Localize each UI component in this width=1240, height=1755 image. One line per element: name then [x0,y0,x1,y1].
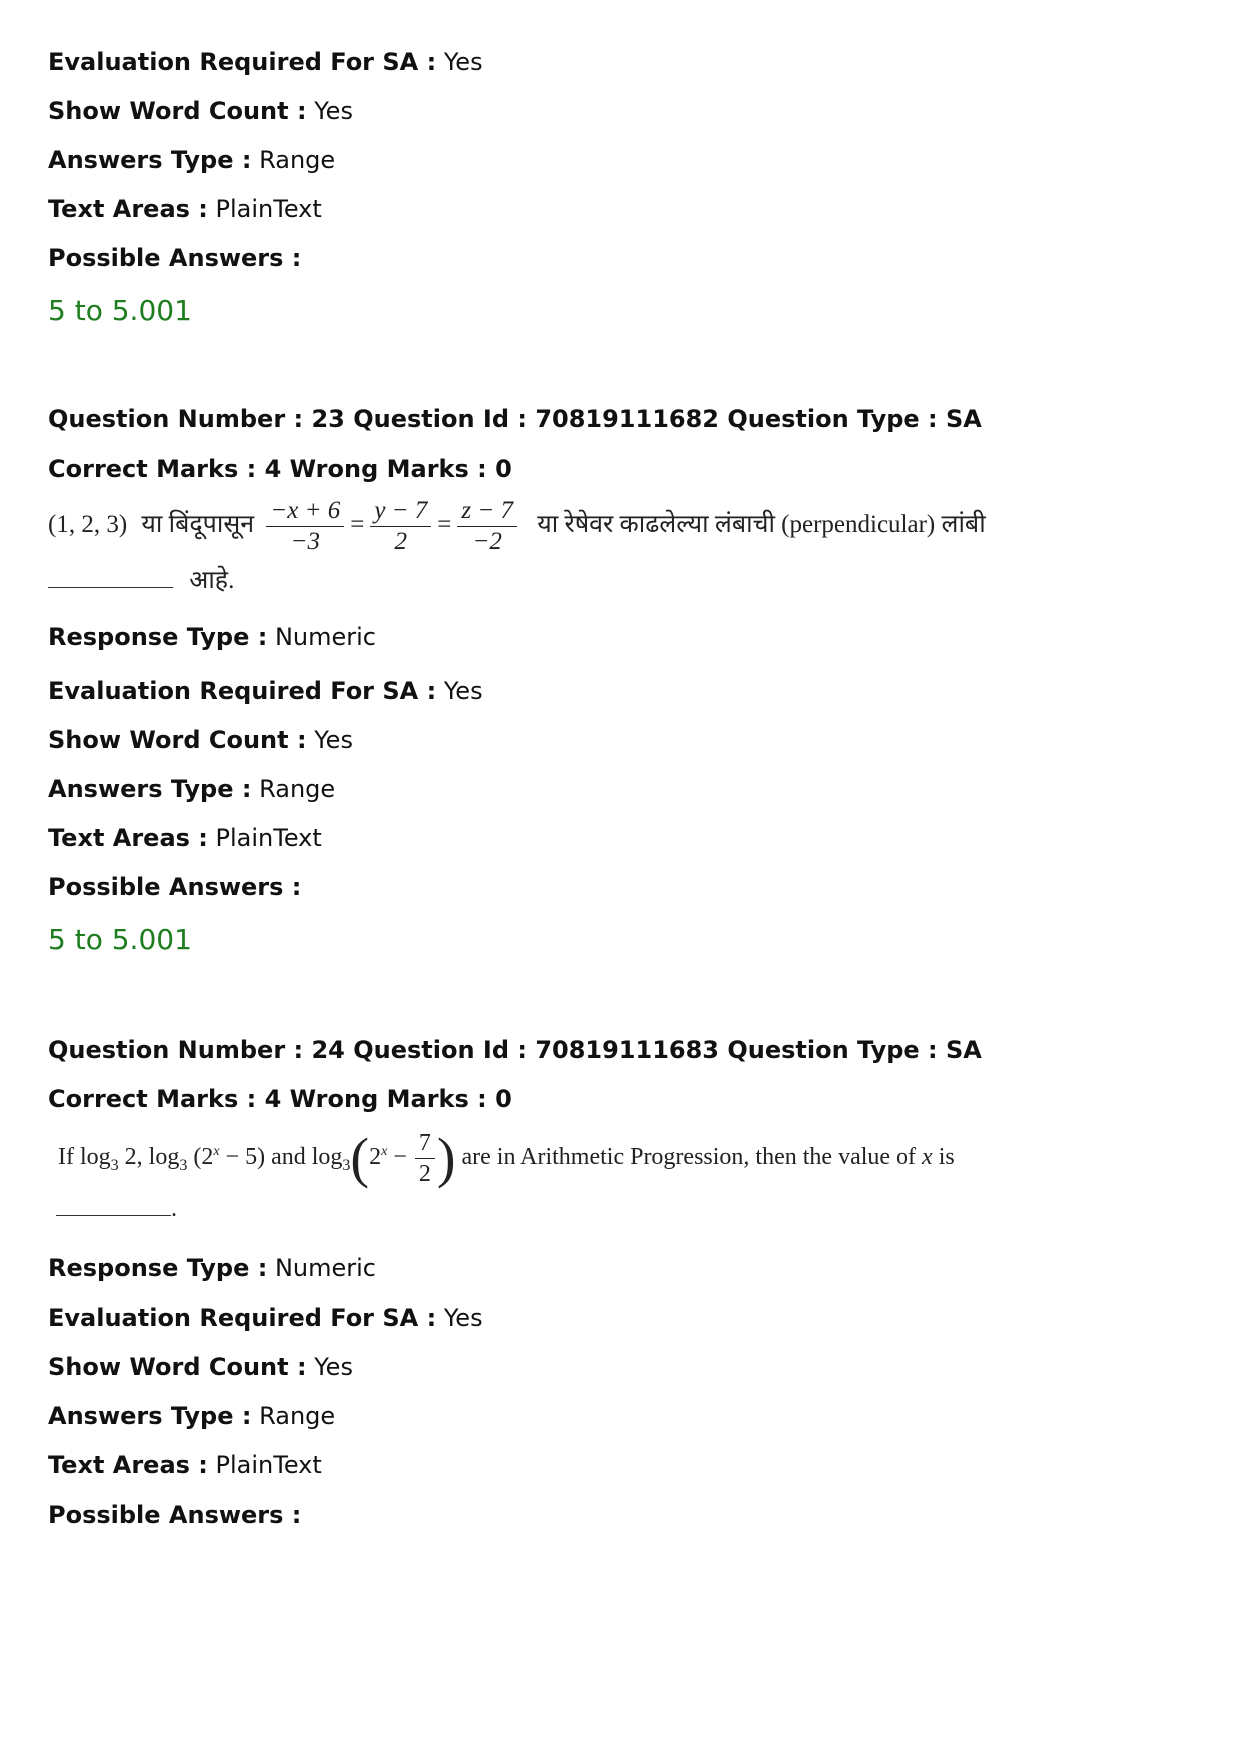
response-type-row [48,622,376,652]
question-text-part: and [271,1144,306,1171]
fraction-numerator: y − 7 [370,496,431,527]
field-label: Possible Answers : [48,244,302,272]
fraction [266,496,344,557]
show-word-count-row [48,725,353,755]
field-value: Range [259,1402,336,1430]
question-text-line-2 [48,562,234,596]
field-value: Yes [443,677,483,705]
fraction [415,1128,435,1189]
field-value: Yes [314,97,353,125]
fraction-denominator: −2 [472,528,502,555]
field-label: Text Areas : [48,1451,208,1479]
question-header [48,404,982,434]
question-text-part: या रेषेवर काढलेल्या लंबाची (perpendicular) लांबी [537,511,986,539]
math-expression: $\log_3 2$, $\log_3 (2^x - 5)$ [79,1144,266,1174]
field-label: Show Word Count : [48,97,307,125]
answers-type-row [48,1401,335,1431]
field-value: Numeric [274,1254,376,1282]
answers-type-row [48,145,335,175]
show-word-count-row [48,1352,353,1382]
field-value: Yes [314,726,353,754]
marks-text: Correct Marks : 4 Wrong Marks : 0 [48,1085,512,1113]
field-label: Evaluation Required For SA : [48,1304,437,1332]
fraction-numerator: −x + 6 [266,496,344,527]
field-value: Yes [443,48,483,76]
eval-required-row [48,676,483,706]
math-expression: $\log_3(2^x$ − $\frac{7}{2}$ ) [311,1127,456,1190]
possible-answer-value: 5 to 5.001 [48,294,192,327]
fraction-denominator: 2 [418,1161,431,1187]
text-areas-row [48,194,322,224]
possible-answers-row [48,1500,301,1530]
field-value: PlainText [215,1451,322,1479]
field-value: PlainText [215,195,322,223]
question-text-part: are in Arithmetic Progression, then the value of [461,1144,917,1171]
field-value: Range [259,146,336,174]
field-label: Possible Answers : [48,873,302,901]
question-text: (1, 2, 3) या बिंदूपासून $\frac{-x + 6}{-3}$ = $\frac{y - 7}{2}$ = $\frac{z - 7}{-2}$ या रेषेवर काढलेल्या लंबाची (perpendicular) लांबी [48,497,986,555]
fraction-numerator: 7 [415,1128,435,1159]
field-label: Evaluation Required For SA : [48,48,437,76]
question-text [58,1128,955,1189]
answers-type-row [48,774,335,804]
field-label: Text Areas : [48,824,208,852]
point-text: (1, 2, 3) [48,511,128,539]
answer-blank [48,567,173,588]
answer-blank [56,1197,171,1216]
fraction [457,496,517,557]
question-text-part: If [58,1144,74,1171]
field-value: Range [259,775,336,803]
possible-answers-row [48,243,301,273]
eval-required-row [48,47,483,77]
question-text-line-2: . [56,1196,177,1223]
text-areas-row [48,823,322,853]
question-header-text: Question Number : 23 Question Id : 70819111682 Question Type : SA [48,405,982,433]
field-label: Text Areas : [48,195,208,223]
text-areas-row [48,1450,322,1480]
question-header-text: Question Number : 24 Question Id : 70819111683 Question Type : SA [48,1036,982,1064]
possible-answers-row [48,872,301,902]
variable-x: x [922,1144,933,1171]
marks-row [48,454,512,484]
question-text-part: आहे. [189,567,235,594]
field-value: Yes [314,1353,353,1381]
show-word-count-row [48,96,353,126]
response-type-row [48,1253,376,1283]
fraction [370,496,431,557]
field-value: Numeric [274,623,376,651]
eval-required-row [48,1303,483,1333]
field-label: Response Type : [48,623,268,651]
field-label: Answers Type : [48,146,252,174]
question-header [48,1035,982,1065]
field-label: Show Word Count : [48,726,307,754]
fraction-numerator: z − 7 [457,496,517,527]
field-label: Show Word Count : [48,1353,307,1381]
possible-answer-value: 5 to 5.001 [48,923,192,956]
field-label: Response Type : [48,1254,268,1282]
fraction-denominator: −3 [290,528,320,555]
field-label: Answers Type : [48,1402,252,1430]
field-value: Yes [443,1304,483,1332]
marks-row [48,1084,512,1114]
field-label: Answers Type : [48,775,252,803]
field-label: Evaluation Required For SA : [48,677,437,705]
marks-text: Correct Marks : 4 Wrong Marks : 0 [48,455,512,483]
question-text-part: या बिंदूपासून [141,511,255,539]
question-text-part: is [938,1144,955,1171]
fraction-denominator: 2 [394,528,408,555]
field-value: PlainText [215,824,322,852]
field-label: Possible Answers : [48,1501,302,1529]
